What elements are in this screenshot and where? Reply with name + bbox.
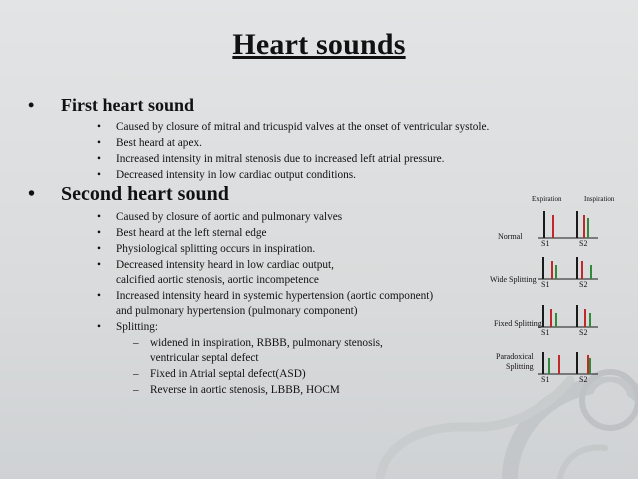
page-title: Heart sounds bbox=[232, 28, 406, 61]
row-wide bbox=[538, 257, 598, 279]
s2-label: S2 bbox=[579, 375, 588, 384]
s2-label: S2 bbox=[579, 280, 588, 289]
splitting-diagram bbox=[488, 195, 638, 385]
a2-exp bbox=[558, 355, 560, 374]
a2-insp bbox=[581, 261, 583, 279]
diagram-label-paradoxical: Paradoxical bbox=[496, 352, 534, 361]
p2-insp bbox=[590, 265, 592, 279]
a2-insp bbox=[587, 355, 589, 374]
p2-insp bbox=[589, 313, 591, 327]
s2-label: S2 bbox=[579, 328, 588, 337]
s1-exp bbox=[542, 257, 544, 279]
s1-label: S1 bbox=[541, 239, 550, 248]
splitting-diagram-svg bbox=[488, 195, 638, 385]
s2-exp bbox=[552, 215, 554, 238]
s1-label: S1 bbox=[541, 280, 550, 289]
a2-exp bbox=[550, 309, 552, 327]
s1-label: S1 bbox=[541, 375, 550, 384]
row-fixed bbox=[538, 305, 598, 327]
s1-exp bbox=[542, 305, 544, 327]
s1-insp bbox=[576, 257, 578, 279]
s1-label: S1 bbox=[541, 328, 550, 337]
row-normal bbox=[538, 211, 598, 238]
s1-exp bbox=[542, 352, 544, 374]
diagram-label-paradoxical-2: Splitting bbox=[506, 362, 534, 371]
s1-insp bbox=[576, 352, 578, 374]
s1-insp bbox=[576, 211, 578, 238]
row-paradoxical bbox=[538, 352, 598, 374]
p2-exp bbox=[555, 265, 557, 279]
diagram-label-normal: Normal bbox=[498, 232, 523, 241]
p2-exp bbox=[555, 313, 557, 327]
s1-insp bbox=[576, 305, 578, 327]
diagram-header-expiration: Expiration bbox=[532, 195, 562, 203]
diagram-header-inspiration: Inspiration bbox=[584, 195, 615, 203]
diagram-label-fixed: Fixed Splitting bbox=[494, 319, 542, 328]
a2-insp bbox=[583, 215, 585, 238]
p2-insp bbox=[589, 358, 591, 374]
diagram-label-wide: Wide Splitting bbox=[490, 275, 537, 284]
s1-exp bbox=[543, 211, 545, 238]
s2-label: S2 bbox=[579, 239, 588, 248]
p2-insp bbox=[587, 218, 589, 238]
a2-insp bbox=[584, 309, 586, 327]
p2-exp bbox=[548, 358, 550, 374]
a2-exp bbox=[551, 261, 553, 279]
